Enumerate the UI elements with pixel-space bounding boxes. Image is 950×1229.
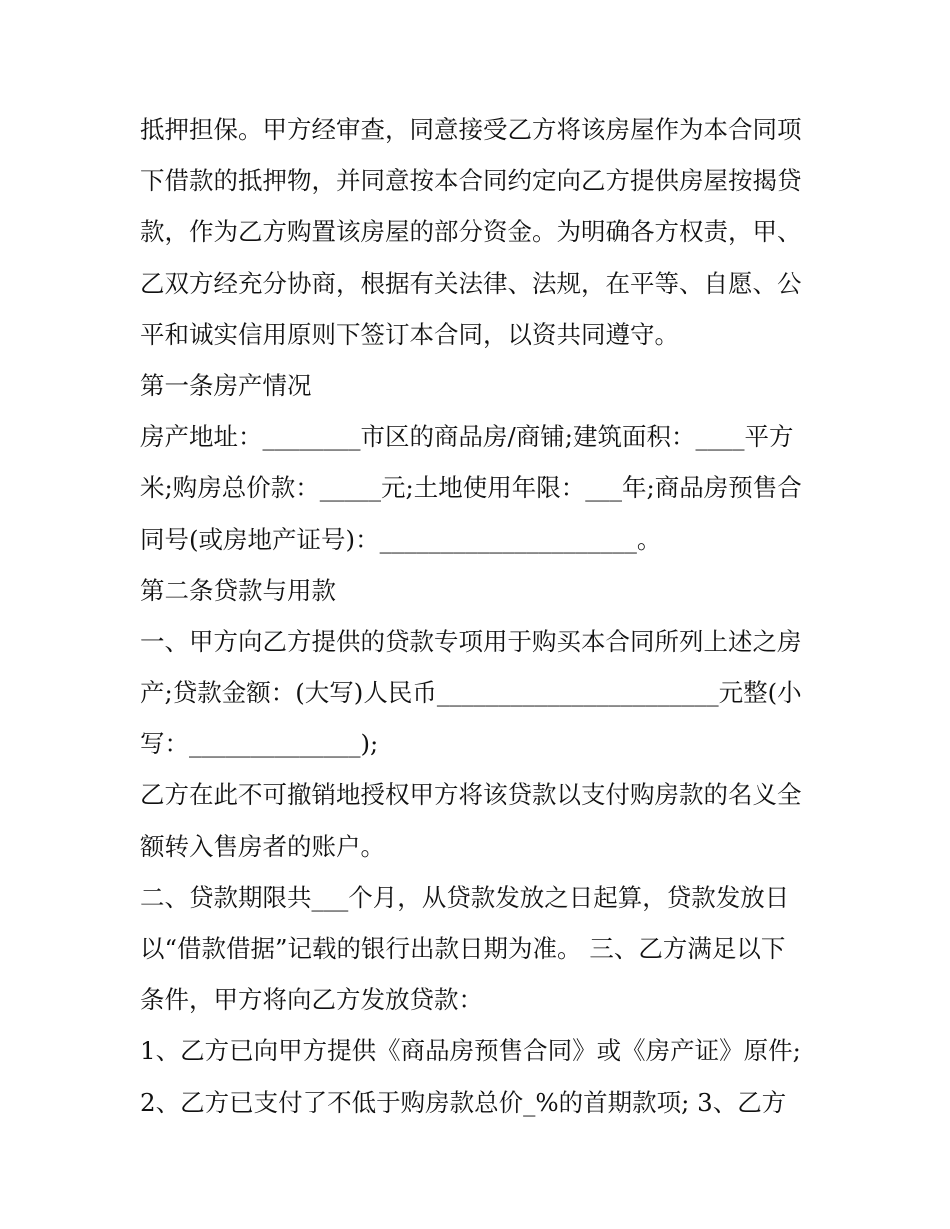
- text-line: 额转入售房者的账户。: [140, 831, 385, 861]
- text-line: 同号(或房地产证号)：_____________________。: [140, 524, 662, 554]
- section-heading: 第二条贷款与用款: [140, 575, 336, 605]
- text-line: 条件，甲方将向乙方发放贷款：: [140, 985, 483, 1015]
- text-line: 1、乙方已向甲方提供《商品房预售合同》或《房产证》原件;: [140, 1036, 801, 1066]
- text-line: 以“借款借据”记载的银行出款日期为准。 三、乙方满足以下: [140, 934, 786, 963]
- text-line: 乙双方经充分协商，根据有关法律、法规，在平等、自愿、公: [140, 268, 802, 298]
- section-heading: 第一条房产情况: [140, 370, 312, 400]
- text-line: 抵押担保。甲方经审查，同意接受乙方将该房屋作为本合同项: [140, 115, 802, 144]
- text-line: 米;购房总价款：_____元;土地使用年限：___年;商品房预售合: [140, 473, 802, 503]
- text-line: 房产地址：________市区的商品房/商铺;建筑面积：____平方: [140, 422, 794, 452]
- text-line: 2、乙方已支付了不低于购房款总价_%的首期款项; 3、乙方: [140, 1087, 787, 1117]
- text-line: 平和诚实信用原则下签订本合同，以资共同遵守。: [140, 319, 679, 349]
- text-line: 款，作为乙方购置该房屋的部分资金。为明确各方权责，甲、: [140, 217, 802, 247]
- text-line: 写：______________);: [140, 729, 379, 759]
- contract-body-text: [140, 104, 830, 1128]
- text-line: 乙方在此不可撤销地授权甲方将该贷款以支付购房款的名义全: [140, 780, 802, 810]
- text-line: 一、甲方向乙方提供的贷款专项用于购买本合同所列上述之房: [140, 626, 802, 656]
- text-line: 下借款的抵押物，并同意按本合同约定向乙方提供房屋按揭贷: [140, 166, 802, 196]
- text-line: 产;贷款金额：(大写)人民币_______________________元整(小: [140, 678, 802, 708]
- text-line: 二、贷款期限共___个月，从贷款发放之日起算，贷款发放日: [140, 882, 790, 912]
